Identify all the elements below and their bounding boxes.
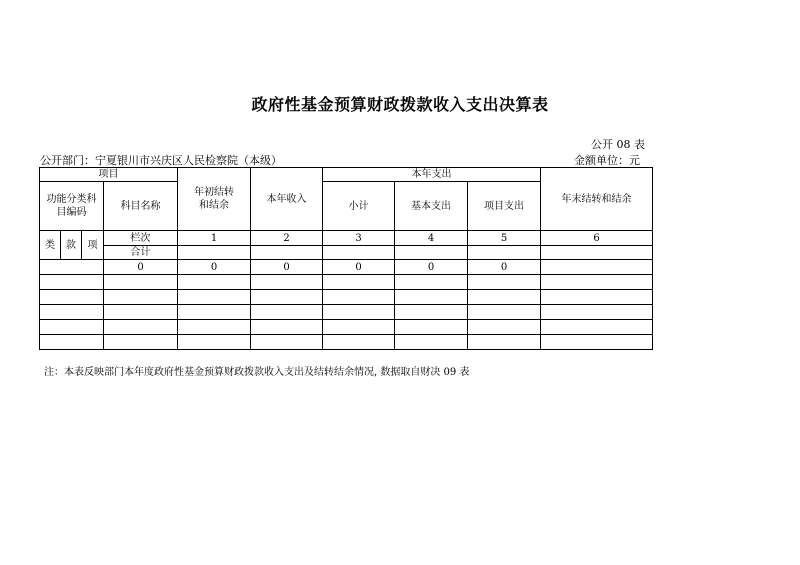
amount-unit-label: 金额单位：元 [574,154,640,167]
header-item: 项目 [40,168,178,182]
header-income: 本年收入 [251,168,323,231]
header-project-expense: 项目支出 [468,182,541,231]
col-num-4: 4 [395,231,468,246]
header-expense: 本年支出 [323,168,541,182]
header-subtotal: 小计 [323,182,395,231]
table-row [40,260,653,275]
department-label: 公开部门：宁夏银川市兴庆区人民检察院（本级） [40,154,282,167]
table-row [40,320,653,335]
header-basic-expense: 基本支出 [395,182,468,231]
form-number: 公开 08 表 [591,138,645,151]
value-total-0: 0 [104,260,178,275]
code-kuan: 款 [61,231,82,260]
value-income: 0 [251,260,323,275]
code-xiang: 项 [82,231,104,260]
table-row [40,275,653,290]
page-title: 政府性基金预算财政拨款收入支出决算表 [251,95,549,114]
value-subtotal: 0 [323,260,395,275]
budget-table [39,167,653,350]
value-opening: 0 [178,260,251,275]
code-lei: 类 [40,231,61,260]
col-num-6: 6 [541,231,653,246]
header-closing-balance: 年末结转和结余 [541,168,653,231]
col-num-5: 5 [468,231,541,246]
header-subject-name: 科目名称 [104,182,178,231]
value-basic: 0 [395,260,468,275]
table-row [40,305,653,320]
col-num-1: 1 [178,231,251,246]
header-func-code: 功能分类科目编码 [40,182,104,231]
col-num-3: 3 [323,231,395,246]
row-number-label: 栏次 [104,231,178,246]
header-opening-balance: 年初结转和结余 [178,168,251,231]
table-row [40,290,653,305]
col-num-2: 2 [251,231,323,246]
table-row [40,335,653,350]
total-label: 合计 [104,246,178,260]
value-project: 0 [468,260,541,275]
footnote: 注：本表反映部门本年度政府性基金预算财政拨款收入支出及结转结余情况, 数据取自财决 09 表 [44,367,470,378]
